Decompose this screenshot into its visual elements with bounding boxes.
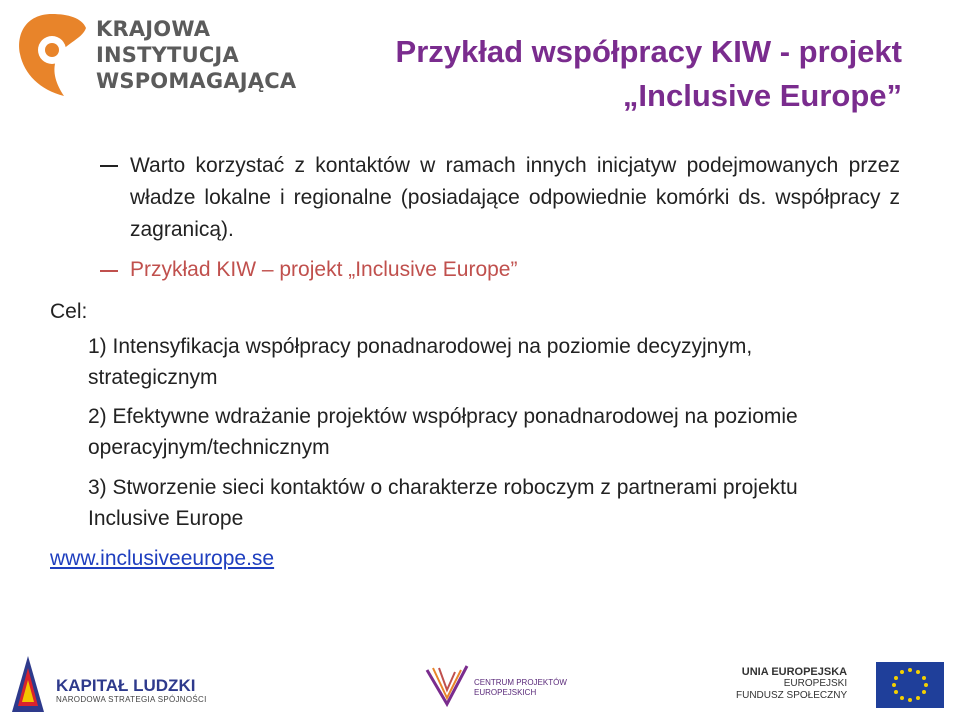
kapital-ludzki-logo-icon: [10, 654, 46, 714]
kapital-ludzki-title: KAPITAŁ LUDZKI: [56, 676, 196, 695]
ue-line-2: EUROPEJSKI: [783, 678, 848, 689]
bullet-text: Warto korzystać z kontaktów w ramach innych inicjatyw podejmowanych przez władze lokalne i regionalne (posiadające odpowiednie komórki ds. współpracy z zagranicą).: [130, 154, 900, 241]
goal-item-2: 2) Efektywne wdrażanie projektów współpracy ponadnarodowej na poziomie operacyjnym/technicznym: [88, 405, 798, 459]
bullet-text-example: Przykład KIW – projekt „Inclusive Europe”: [130, 258, 518, 281]
ue-line-3: FUNDUSZ SPOŁECZNY: [736, 690, 848, 701]
kiw-logo-icon: [12, 10, 92, 100]
centrum-projektow-logo-icon: [425, 664, 469, 708]
kapital-ludzki-subtitle: NARODOWA STRATEGIA SPÓJNOŚCI: [56, 695, 207, 704]
logo-line-1: KRAJOWA: [96, 17, 211, 41]
logo-line-2: INSTYTUCJA: [96, 43, 239, 67]
eu-fund-text: [736, 666, 847, 702]
dash-bullet-icon: [100, 270, 118, 272]
cp-line-1: CENTRUM PROJEKTÓW: [474, 678, 567, 687]
centrum-projektow-text: [474, 678, 567, 698]
goal-item-1: 1) Intensyfikacja współpracy ponadnarodowej na poziomie decyzyjnym, strategicznym: [88, 335, 753, 389]
slide-title: [396, 30, 902, 118]
logo-line-3: WSPOMAGAJĄCA: [96, 69, 297, 93]
bullet-item: [100, 150, 900, 246]
goal-item-3: 3) Stworzenie sieci kontaktów o charakterze roboczym z partnerami projektu Inclusive Europe: [88, 476, 798, 530]
ue-line-1: UNIA EUROPEJSKA: [741, 666, 848, 678]
kiw-logo-text: [96, 16, 296, 94]
title-line-1: Przykład współpracy KIW - projekt: [395, 34, 902, 69]
website-link[interactable]: www.inclusiveeurope.se: [50, 547, 275, 570]
cel-label: Cel:: [50, 300, 88, 323]
bullet-item-example: [100, 256, 900, 284]
cp-line-2: EUROPEJSKICH: [474, 688, 537, 697]
dash-bullet-icon: [100, 165, 118, 167]
title-line-2: „Inclusive Europe”: [622, 78, 902, 113]
eu-flag-icon: [876, 662, 944, 708]
